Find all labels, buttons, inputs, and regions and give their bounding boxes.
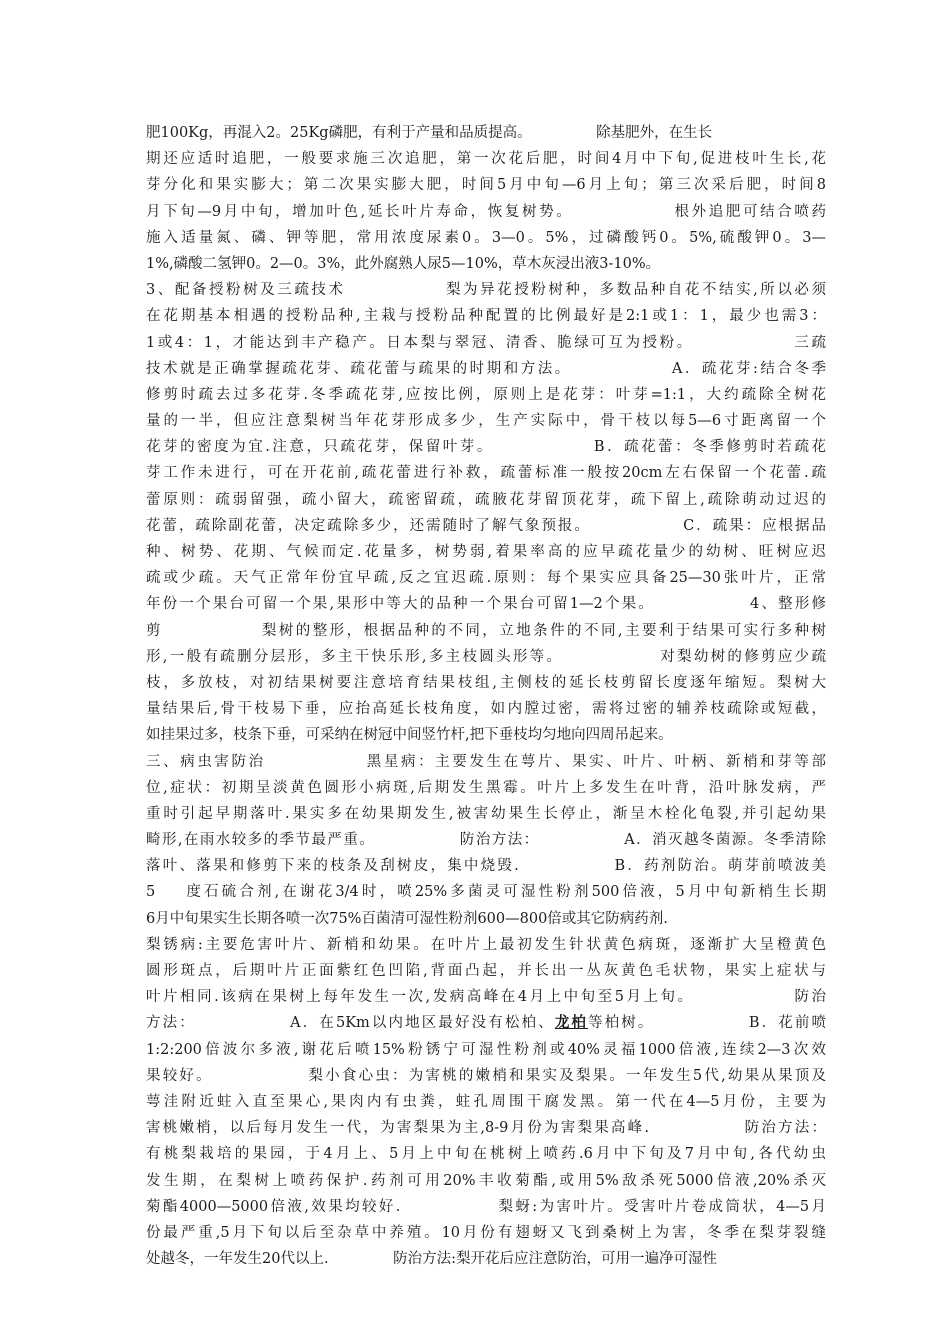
text-line: 5 度石硫合剂,在谢花3/4时，喷25%多菌灵可湿性粉剂500倍液，5月中旬新梢生长期 bbox=[146, 884, 826, 901]
text-line: 方法： A．在5Km以内地区最好没有松柏、龙柏等柏树。 B．花前喷 bbox=[146, 1014, 826, 1032]
text-line: 枝，多放枝，对初结果树要注意培育结果枝组,主侧枝的延长枝剪留长度逐年缩短。梨树大 bbox=[146, 674, 826, 691]
text-line: 芽工作未进行，可在开花前,疏花蕾进行补救，疏蕾标准一般按20cm左右保留一个花蕾.疏 bbox=[146, 465, 826, 482]
text-line: 萼洼附近蛀入直至果心,果肉内有虫粪，蛀孔周围干腐发黑。第一代在4—5月份，主要为 bbox=[146, 1093, 826, 1110]
highlighted-term: 龙柏 bbox=[554, 1014, 589, 1032]
text-line: 形,一般有疏删分层形，多主干快乐形,多主枝圆头形等。 对梨幼树的修剪应少疏 bbox=[146, 648, 826, 665]
text-line: 处越冬，一年发生20代以上. 防治方法:梨开花后应注意防治，可用一遍净可湿性 bbox=[146, 1251, 717, 1268]
text-line: 1:2:200倍波尔多液,谢花后喷15%粉锈宁可湿性粉剂或40%灵福1000倍液,连续2—3次效 bbox=[146, 1041, 826, 1058]
text-line: 技术就是正确掌握疏花芽、疏花蕾与疏果的时期和方法。 A．疏花芽:结合冬季 bbox=[146, 360, 826, 377]
text-line: 月下旬—9月中旬，增加叶色,延长叶片寿命，恢复树势。 根外追肥可结合喷药 bbox=[146, 203, 826, 220]
text-line: 期还应适时追肥，一般要求施三次追肥，第一次花后肥，时间4月中下旬,促进枝叶生长,花 bbox=[146, 151, 826, 168]
text-line: 如挂果过多，枝条下垂，可采纳在树冠中间竖竹杆,把下垂枝均匀地向四周吊起来。 bbox=[146, 727, 673, 744]
text-line: 芽分化和果实膨大；第二次果实膨大肥，时间5月中旬—6月上旬；第三次采后肥，时间8 bbox=[146, 177, 826, 194]
text-line: 份最严重,5月下旬以后至杂草中养殖。10月份有翅蚜又飞到桑树上为害，冬季在梨芽裂缝 bbox=[146, 1224, 826, 1241]
text-line: 花蕾，疏除副花蕾，决定疏除多少，还需随时了解气象预报。 C．疏果：应根据品 bbox=[146, 517, 826, 534]
text-line: 有桃梨栽培的果园，于4月上、5月上中旬在桃树上喷药.6月中下旬及7月中旬,各代幼虫 bbox=[146, 1146, 826, 1163]
document-page bbox=[146, 120, 826, 1272]
text-line: 重时引起早期落叶.果实多在幼果期发生,被害幼果生长停止，渐呈木栓化龟裂,并引起幼果 bbox=[146, 805, 826, 822]
text-line: 年份一个果台可留一个果,果形中等大的品种一个果台可留1—2个果。 4、整形修 bbox=[146, 596, 826, 613]
text-line: 位,症状：初期呈淡黄色圆形小病斑,后期发生黑霉。叶片上多发生在叶背，沿叶脉发病，严 bbox=[146, 779, 826, 796]
text-line: 6月中旬果实生长期各喷一次75%百菌清可湿性粉剂600—800倍或其它防病药剂. bbox=[146, 910, 668, 927]
text-line: 三、病虫害防治 黑星病：主要发生在萼片、果实、叶片、叶柄、新梢和芽等部 bbox=[146, 753, 826, 770]
text-line: 1%,磷酸二氢钾0。2—0。3%，此外腐熟人尿5—10%，草木灰浸出液3-10%。 bbox=[146, 255, 661, 272]
text-line: 修剪时疏去过多花芽.冬季疏花芽,应按比例，原则上是花芽：叶芽=1:1，大约疏除全树花 bbox=[146, 386, 826, 403]
text-line: 害桃嫩梢，以后每月发生一代，为害梨果为主,8-9月份为害梨果高峰. 防治方法： bbox=[146, 1120, 826, 1137]
text-line: 畸形,在雨水较多的季节最严重。 防治方法： A．消灭越冬菌源。冬季清除 bbox=[146, 832, 826, 849]
text-line: 施入适量氮、磷、钾等肥，常用浓度尿素0。3—0。5%，过磷酸钙0。5%,硫酸钾0。3— bbox=[146, 229, 826, 246]
text-line: 在花期基本相遇的授粉品种,主栽与授粉品种配置的比例最好是2:1或1：1，最少也需3： bbox=[146, 308, 826, 325]
text-line: 果较好。 梨小食心虫：为害桃的嫩梢和果实及梨果。一年发生5代,幼果从果顶及 bbox=[146, 1067, 826, 1084]
text-line: 3、配备授粉树及三疏技术 梨为异花授粉树种，多数品种自花不结实,所以必须 bbox=[146, 282, 826, 299]
text-line: 菊酯4000—5000倍液,效果均较好. 梨蚜:为害叶片。受害叶片卷成筒状，4—5月 bbox=[146, 1198, 826, 1215]
text-line: 发生期，在梨树上喷药保护.药剂可用20%丰收菊酯,或用5%敌杀死5000倍液,20%杀灭 bbox=[146, 1172, 826, 1189]
text-line: 落叶、落果和修剪下来的枝条及刮树皮，集中烧毁. B．药剂防治。萌芽前喷波美 bbox=[146, 858, 826, 875]
text-line: 蕾原则：疏弱留强，疏小留大，疏密留疏，疏腋花芽留顶花芽，疏下留上,疏除萌动过迟的 bbox=[146, 491, 826, 508]
text-line: 量的一半，但应注意梨树当年花芽形成多少，生产实际中，骨干枝以每5—6寸距离留一个 bbox=[146, 413, 826, 430]
text-line: 梨锈病:主要危害叶片、新梢和幼果。在叶片上最初发生针状黄色病斑，逐渐扩大呈橙黄色 bbox=[146, 936, 826, 953]
text-line: 叶片相同.该病在果树上每年发生一次,发病高峰在4月上中旬至5月上旬。 防治 bbox=[146, 989, 826, 1006]
text-line: 花芽的密度为宜.注意，只疏花芽，保留叶芽。 B．疏花蕾：冬季修剪时若疏花 bbox=[146, 439, 826, 456]
text-line: 圆形斑点，后期叶片正面紫红色凹陷,背面凸起，并长出一丛灰黄色毛状物，果实上症状与 bbox=[146, 963, 826, 979]
text-line: 量结果后,骨干枝易下垂，应抬高延长枝角度，如内膛过密，需将过密的辅养枝疏除或短截， bbox=[146, 701, 826, 718]
text-line: 肥100Kg，再混入2。25Kg磷肥，有利于产量和品质提高。 除基肥外，在生长 bbox=[146, 125, 713, 141]
text-line: 疏或少疏。天气正常年份宜早疏,反之宜迟疏.原则：每个果实应具备25—30张叶片，正常 bbox=[146, 570, 826, 587]
text-line: 剪 梨树的整形，根据品种的不同，立地条件的不同,主要利于结果可实行多种树 bbox=[146, 622, 826, 639]
text-line: 种、树势、花期、气候而定.花量多，树势弱,着果率高的应早疏花量少的幼树、旺树应迟 bbox=[146, 544, 826, 560]
text-line: 1或4：1，才能达到丰产稳产。日本梨与翠冠、清香、脆绿可互为授粉。 三疏 bbox=[146, 334, 826, 351]
